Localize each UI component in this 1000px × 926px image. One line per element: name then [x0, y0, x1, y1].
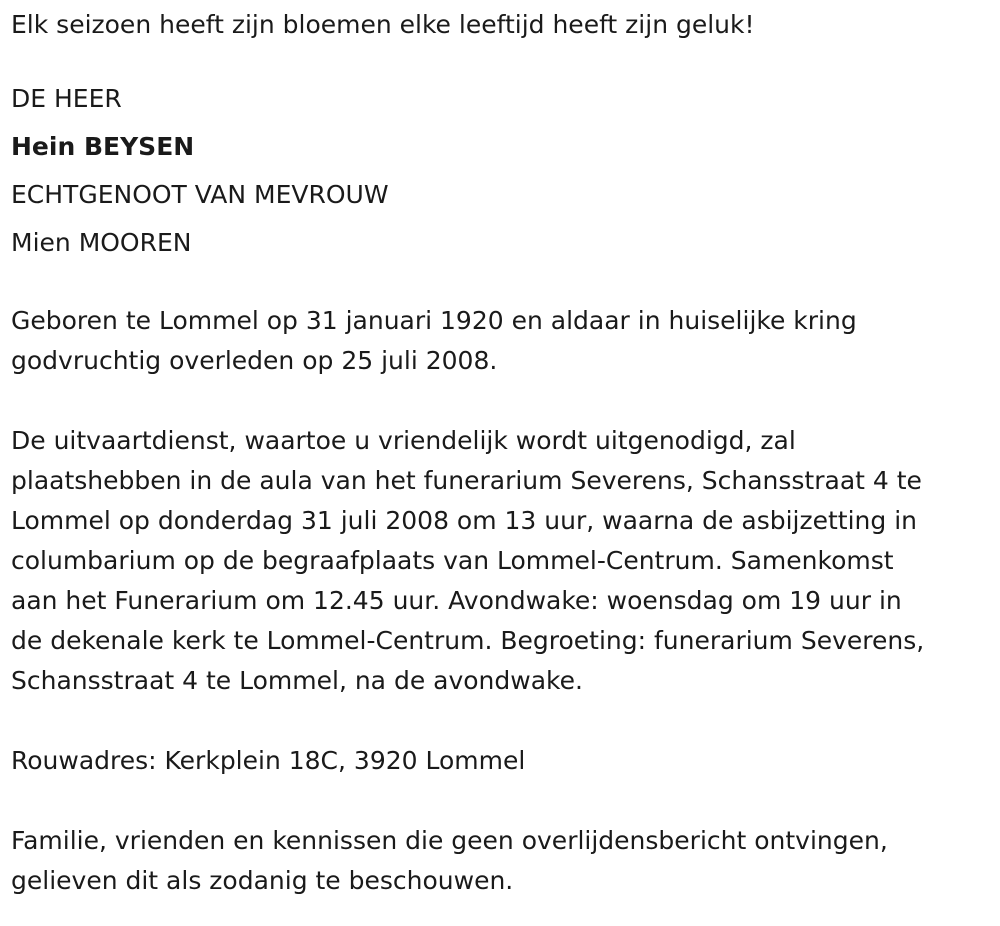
deceased-heading: [11, 75, 996, 267]
birth-death-paragraph: [11, 301, 996, 381]
closing-paragraph: [11, 821, 996, 901]
paragraph-line: de dekenale kerk te Lommel-Centrum. Begroeting: funerarium Severens,: [11, 626, 925, 655]
address-paragraph: [11, 741, 996, 781]
paragraph-line: Schansstraat 4 te Lommel, na de avondwake.: [11, 666, 583, 695]
paragraph-line: aan het Funerarium om 12.45 uur. Avondwake: woensdag om 19 uur in: [11, 586, 902, 615]
paragraph-line: Familie, vrienden en kennissen die geen overlijdensbericht ontvingen,: [11, 826, 888, 855]
paragraph-line: godvruchtig overleden op 25 juli 2008.: [11, 346, 498, 375]
deceased-name: Hein BEYSEN: [11, 132, 195, 161]
mourning-address: Rouwadres: Kerkplein 18C, 3920 Lommel: [11, 746, 526, 775]
spouse-name: Mien MOOREN: [11, 228, 192, 257]
paragraph-line: Geboren te Lommel op 31 januari 1920 en aldaar in huiselijke kring: [11, 306, 857, 335]
obituary-notice: [11, 0, 996, 901]
spouse-label: ECHTGENOOT VAN MEVROUW: [11, 180, 389, 209]
paragraph-line: plaatshebben in de aula van het funerarium Severens, Schansstraat 4 te: [11, 466, 922, 495]
paragraph-line: Lommel op donderdag 31 juli 2008 om 13 uur, waarna de asbijzetting in: [11, 506, 917, 535]
motto: Elk seizoen heeft zijn bloemen elke leeftijd heeft zijn geluk!: [11, 10, 755, 39]
paragraph-line: gelieven dit als zodanig te beschouwen.: [11, 866, 514, 895]
funeral-paragraph: [11, 421, 996, 701]
salutation: DE HEER: [11, 84, 122, 113]
paragraph-line: De uitvaartdienst, waartoe u vriendelijk wordt uitgenodigd, zal: [11, 426, 796, 455]
paragraph-line: columbarium op de begraafplaats van Lommel-Centrum. Samenkomst: [11, 546, 894, 575]
